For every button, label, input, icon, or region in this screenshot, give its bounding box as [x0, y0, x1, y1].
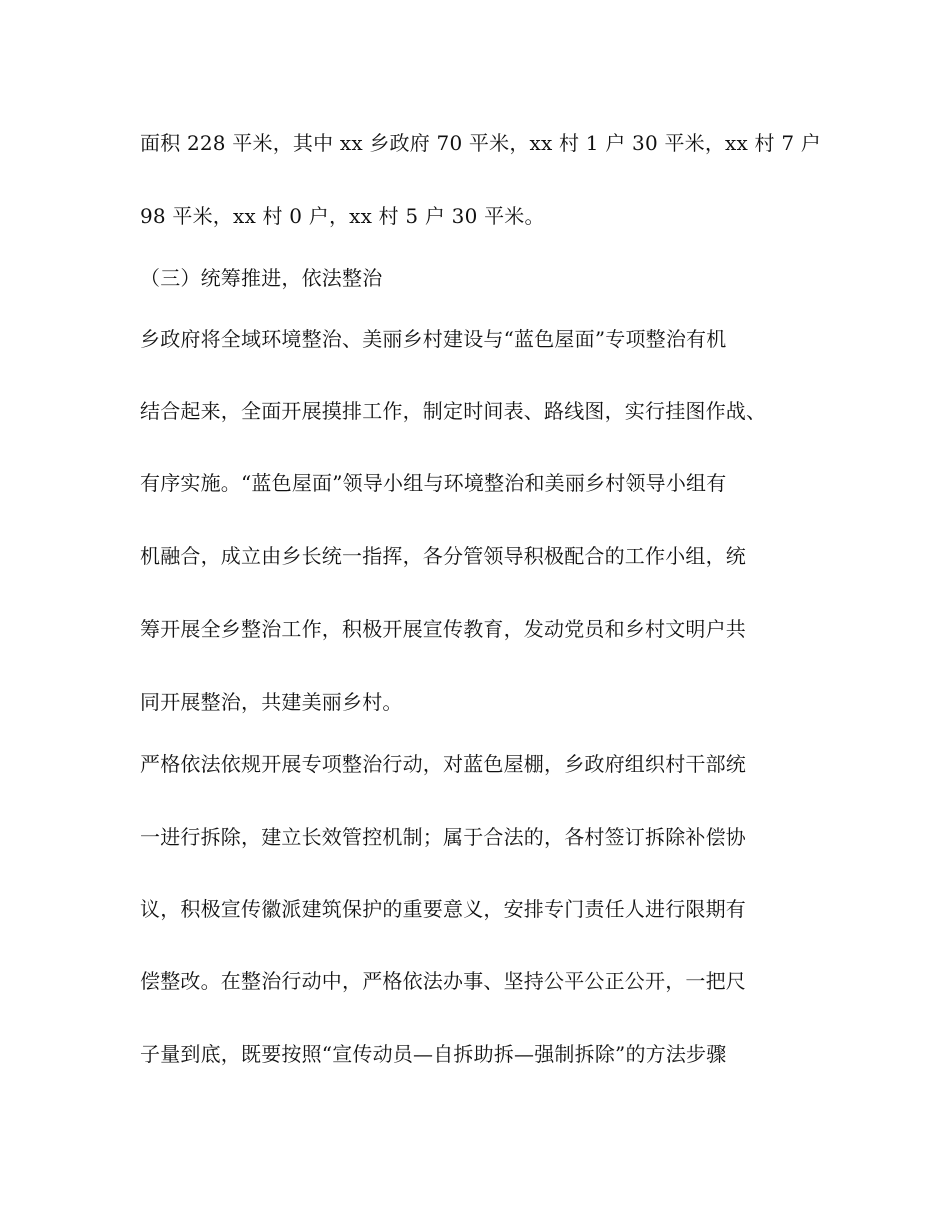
text-line: 98 平米，xx 村 0 户，xx 村 5 户 30 平米。: [140, 204, 545, 228]
text-line: 严格依法依规开展专项整治行动，对蓝色屋棚，乡政府组织村干部统: [140, 752, 746, 776]
text-line: 有序实施。“蓝色屋面”领导小组与环境整治和美丽乡村领导小组有: [140, 471, 727, 495]
text-line: 一进行拆除，建立长效管控机制；属于合法的，各村签订拆除补偿协: [140, 825, 746, 849]
text-line: 乡政府将全域环境整治、美丽乡村建设与“蓝色屋面”专项整治有机: [140, 327, 727, 351]
section-heading: （三）统筹推进，依法整治: [140, 266, 383, 290]
text-line: 面积 228 平米，其中 xx 乡政府 70 平米，xx 村 1 户 30 平米，xx 村 7 户: [140, 131, 822, 155]
text-line: 偿整改。在整治行动中，严格依法办事、坚持公平公正公开，一把尺: [140, 969, 746, 993]
text-line: 机融合，成立由乡长统一指挥，各分管领导积极配合的工作小组，统: [140, 544, 746, 568]
text-line: 结合起来，全面开展摸排工作，制定时间表、路线图，实行挂图作战、: [140, 399, 767, 423]
text-line: 同开展整治，共建美丽乡村。: [140, 690, 403, 714]
text-line: 子量到底，既要按照“宣传动员—自拆助拆—强制拆除”的方法步骤: [140, 1042, 727, 1066]
text-line: 筹开展全乡整治工作，积极开展宣传教育，发动党员和乡村文明户共: [140, 617, 746, 641]
text-line: 议，积极宣传徽派建筑保护的重要意义，安排专门责任人进行限期有: [140, 897, 746, 921]
